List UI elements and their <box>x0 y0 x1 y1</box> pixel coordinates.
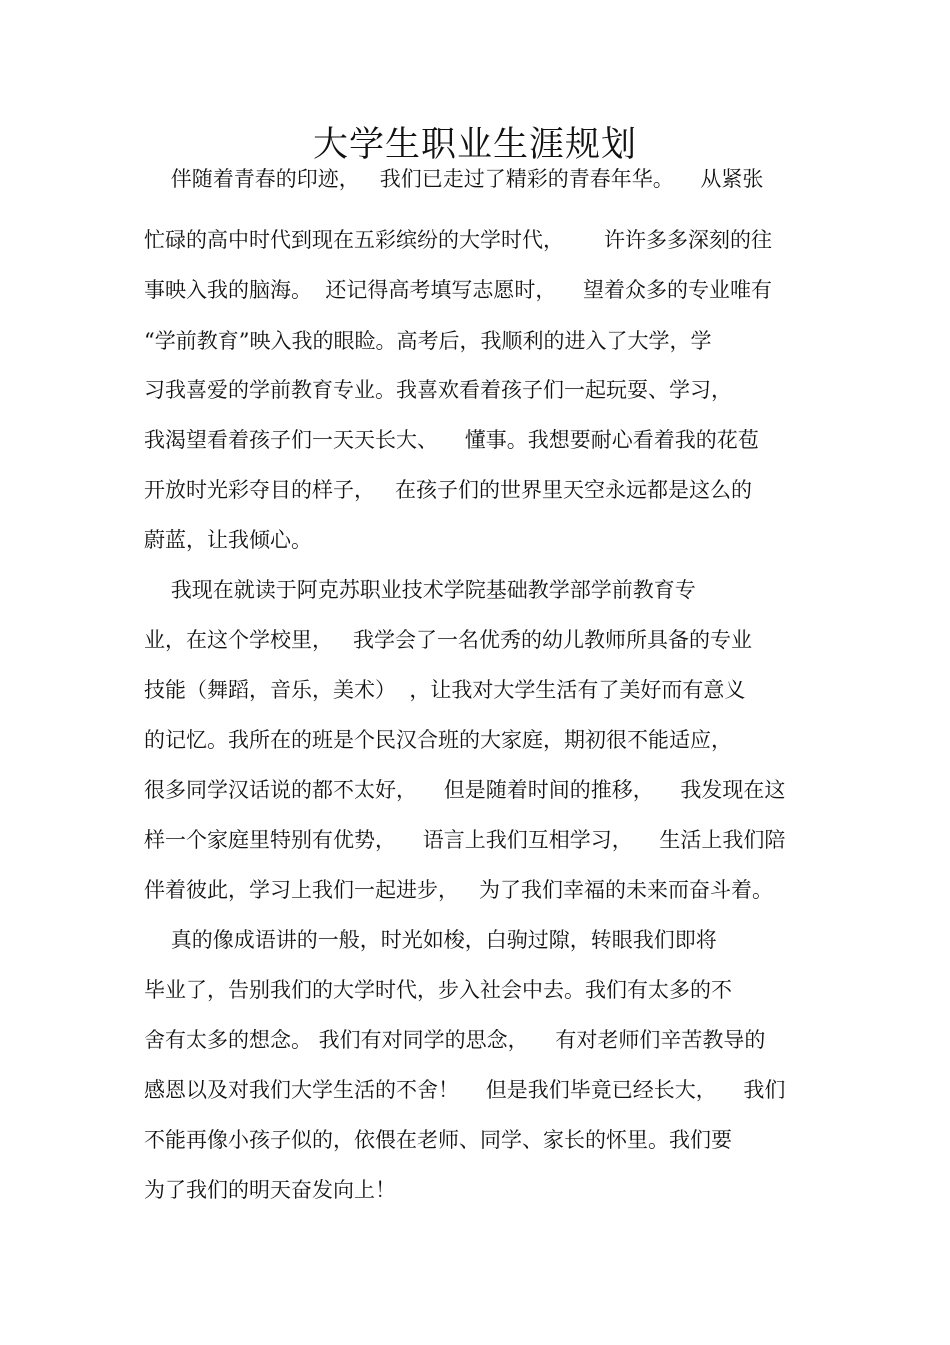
paragraph-2-line-4: 的记忆。我所在的班是个民汉合班的大家庭，期初很不能适应， <box>144 728 732 752</box>
paragraph-2-line-1: 我现在就读于阿克苏职业技术学院基础教学部学前教育专 <box>144 578 696 602</box>
paragraph-3-line-2: 毕业了，告别我们的大学时代，步入社会中去。我们有太多的不 <box>144 978 732 1002</box>
paragraph-2-line-5: 很多同学汉话说的都不太好， 但是随着时间的推移， 我发现在这 <box>144 778 786 802</box>
paragraph-1-line-4: “学前教育”映入我的眼睑。高考后，我顺利的进入了大学，学 <box>144 329 712 353</box>
paragraph-1-line-2: 忙碌的高中时代到现在五彩缤纷的大学时代， 许许多多深刻的往 <box>144 228 773 252</box>
paragraph-2-line-3: 技能（舞蹈，音乐，美术） ，让我对大学生活有了美好而有意义 <box>144 678 746 702</box>
paragraph-2-line-6: 样一个家庭里特别有优势， 语言上我们互相学习， 生活上我们陪 <box>144 828 786 852</box>
paragraph-1-line-8: 蔚蓝，让我倾心。 <box>144 528 312 552</box>
document-title: 大学生职业生涯规划 <box>312 125 637 165</box>
paragraph-1-line-5: 习我喜爱的学前教育专业。我喜欢看着孩子们一起玩耍、学习， <box>144 378 732 402</box>
paragraph-1-line-1: 伴随着青春的印迹， 我们已走过了精彩的青春年华。 从紧张 <box>144 167 764 191</box>
paragraph-2-line-2: 业，在这个学校里， 我学会了一名优秀的幼儿教师所具备的专业 <box>144 628 753 652</box>
paragraph-3-line-5: 不能再像小孩子似的，依偎在老师、同学、家长的怀里。我们要 <box>144 1128 732 1152</box>
paragraph-1-line-6: 我渴望看着孩子们一天天长大、 懂事。我想要耐心看着我的花苞 <box>144 428 759 452</box>
paragraph-1-line-3: 事映入我的脑海。 还记得高考填写志愿时， 望着众多的专业唯有 <box>144 278 773 302</box>
paragraph-3-line-1: 真的像成语讲的一般，时光如梭，白驹过隙，转眼我们即将 <box>144 928 717 952</box>
paragraph-3-line-4: 感恩以及对我们大学生活的不舍！ 但是我们毕竟已经长大， 我们 <box>144 1078 786 1102</box>
paragraph-3-line-6: 为了我们的明天奋发向上！ <box>144 1178 396 1202</box>
paragraph-1-line-7: 开放时光彩夺目的样子， 在孩子们的世界里天空永远都是这么的 <box>144 478 753 502</box>
paragraph-3-line-3: 舍有太多的想念。 我们有对同学的思念， 有对老师们辛苦教导的 <box>144 1028 766 1052</box>
paragraph-2-line-7: 伴着彼此，学习上我们一起进步， 为了我们幸福的未来而奋斗着。 <box>144 878 774 902</box>
